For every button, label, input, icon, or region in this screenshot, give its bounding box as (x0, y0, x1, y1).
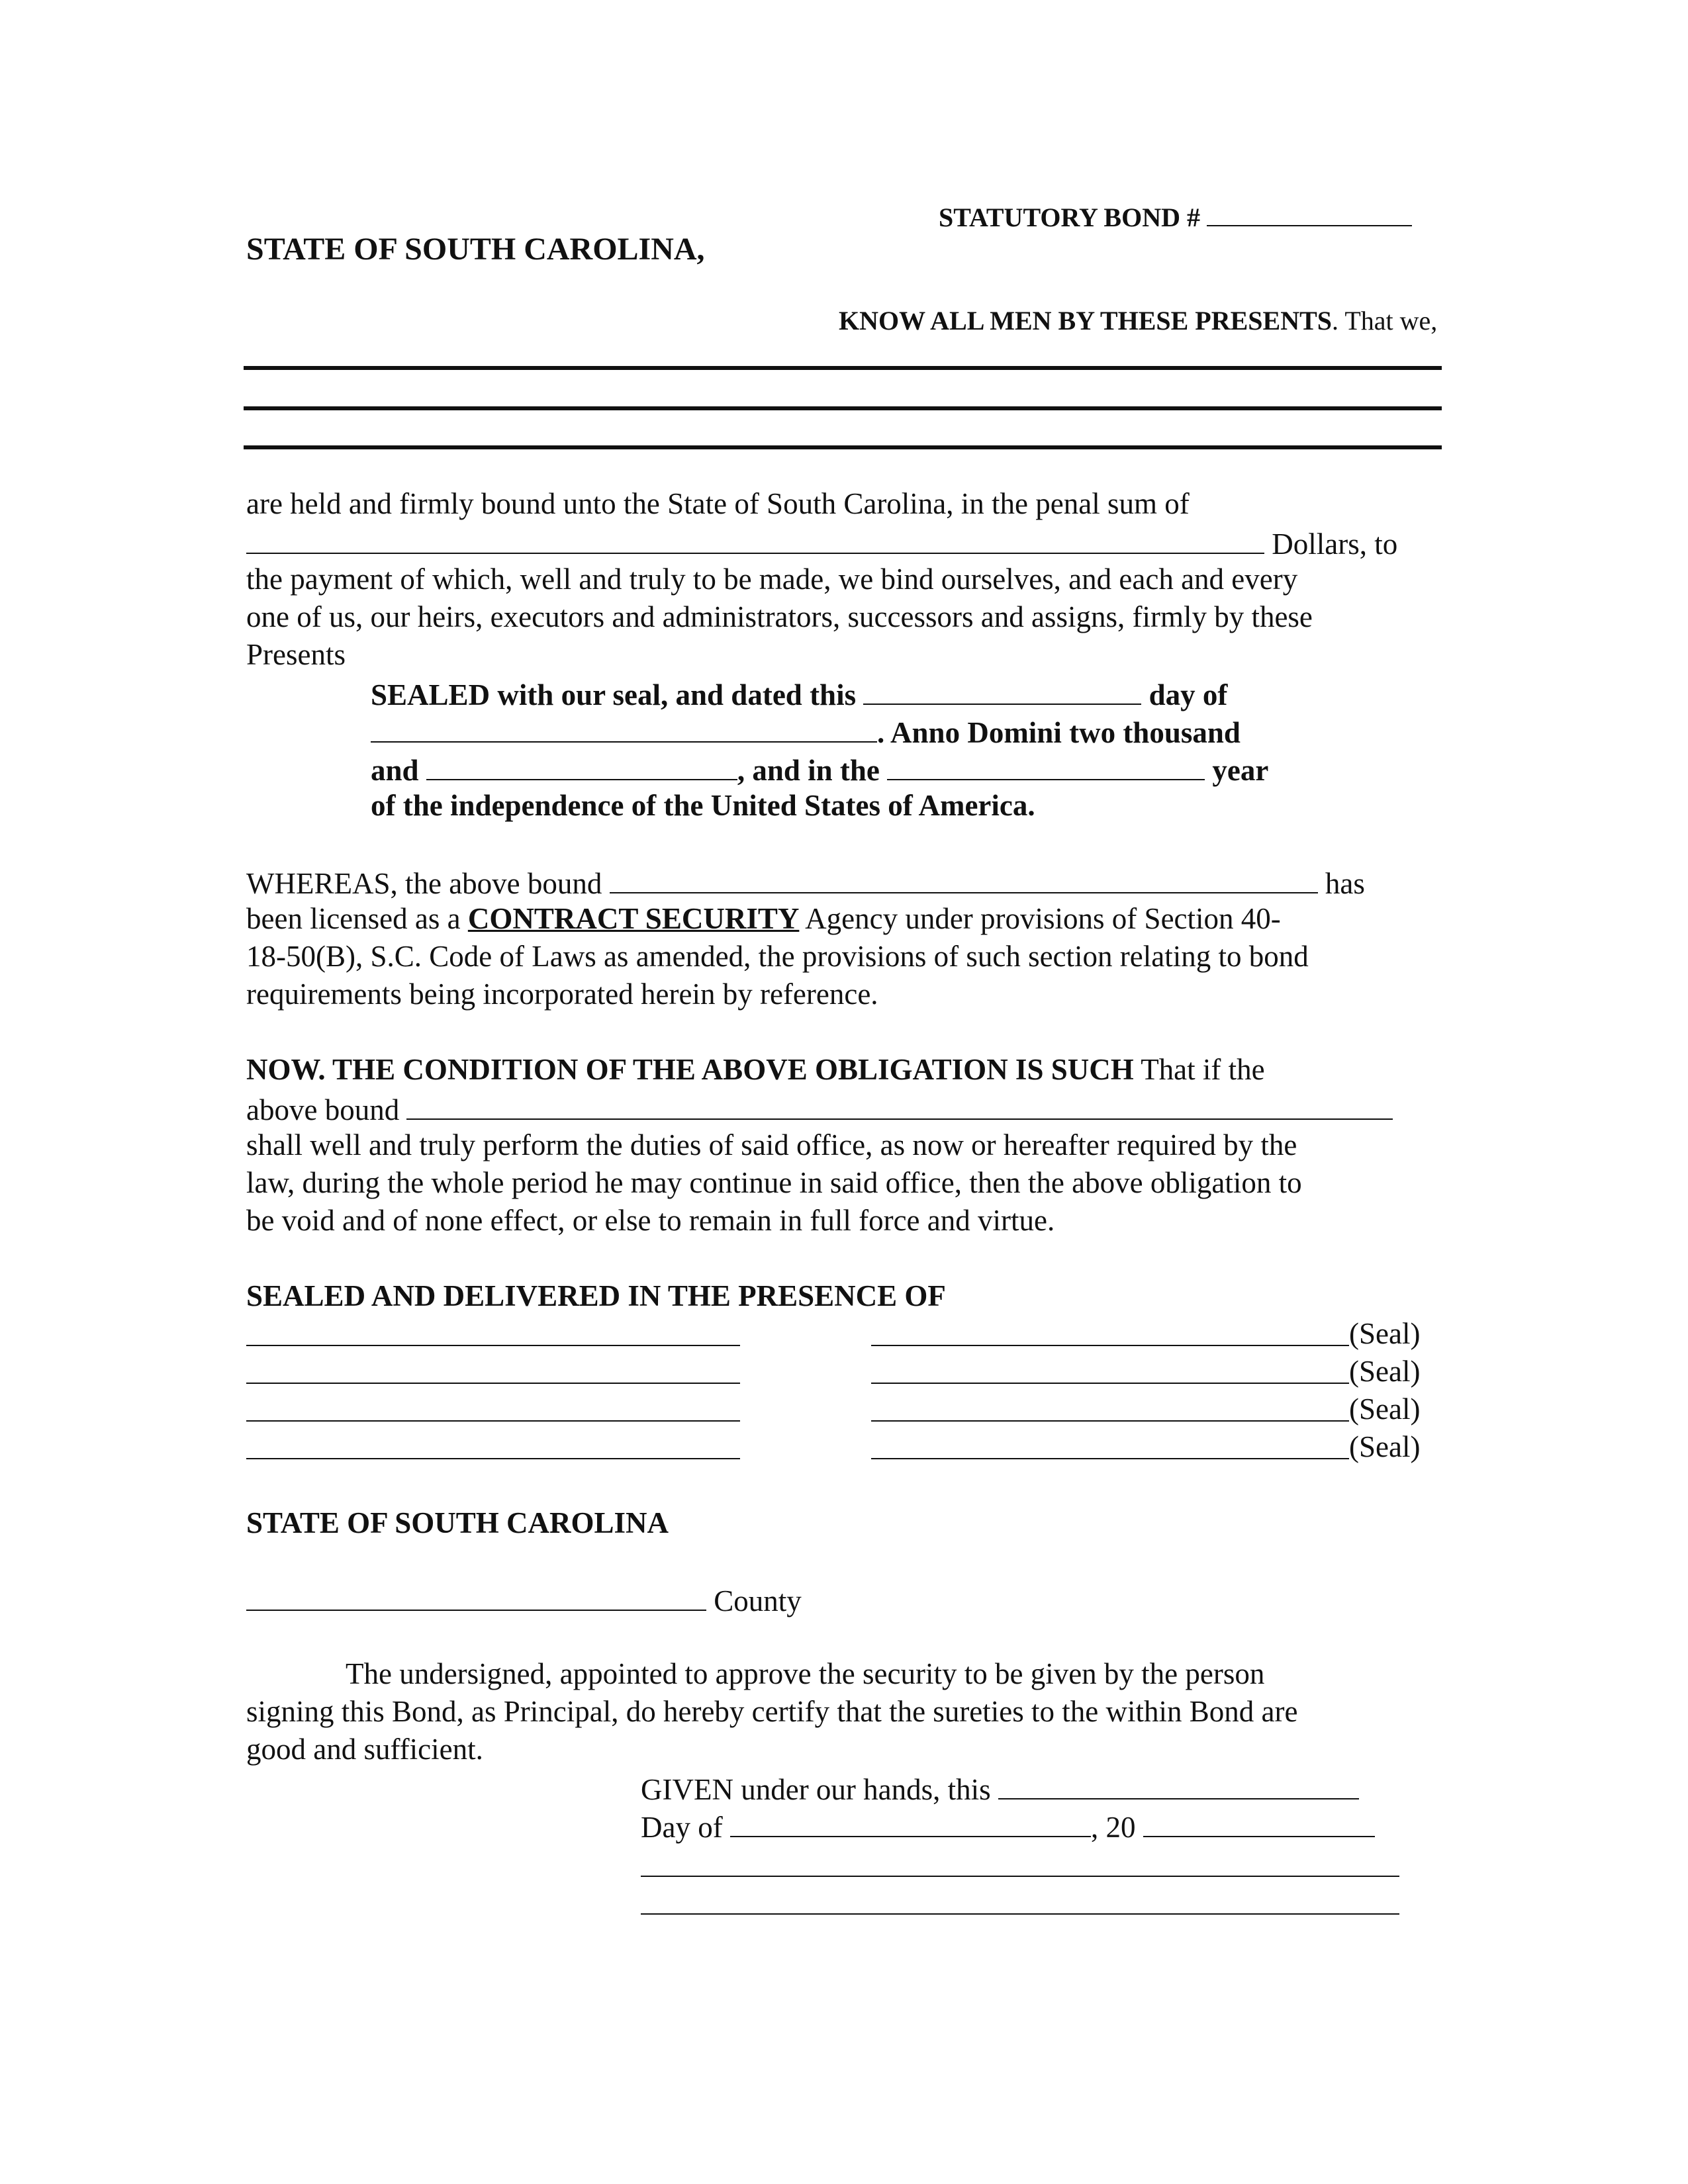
know-all-men-line (839, 304, 1437, 338)
state-title: STATE OF SOUTH CAROLINA, (246, 232, 705, 267)
county-line (246, 1580, 802, 1620)
penal-line-2 (246, 523, 1397, 563)
sealed-line-4: of the independence of the United States of America. (371, 789, 1035, 822)
condition-line-1 (246, 1051, 1265, 1089)
seal-label-1: (Seal) (1349, 1317, 1421, 1350)
approver-signature-line-2[interactable] (641, 1913, 1399, 1915)
county-field[interactable] (246, 1580, 706, 1611)
contract-security-text: CONTRACT SECURITY (467, 902, 800, 935)
has-label: has (1325, 867, 1365, 900)
sealed-dated-text: SEALED with our seal, and dated this (371, 678, 857, 711)
above-bound-text: above bound (246, 1093, 400, 1126)
penal-sum-field[interactable] (246, 523, 1264, 554)
witness-line-3[interactable] (246, 1420, 740, 1422)
month-field[interactable] (371, 711, 877, 743)
surety-signature-line-2[interactable] (871, 1383, 1349, 1384)
witness-line-2[interactable] (246, 1383, 740, 1384)
independence-year-field[interactable] (887, 749, 1205, 780)
condition-line-5: be void and of none effect, or else to remain in full force and virtue. (246, 1204, 1055, 1237)
cert-line-1: The undersigned, appointed to approve the security to be given by the person (346, 1657, 1265, 1690)
sealed-line-2 (371, 711, 1241, 752)
seal-label-4: (Seal) (1349, 1430, 1421, 1463)
penal-line-1: are held and firmly bound unto the State of South Carolina, in the penal sum of (246, 487, 1190, 520)
given-line (641, 1768, 1359, 1809)
whereas-text: WHEREAS, the above bound (246, 867, 602, 900)
year-field[interactable] (426, 749, 737, 780)
agency-provisions-text: Agency under provisions of Section 40- (805, 902, 1281, 935)
condition-line-4: law, during the whole period he may continue in said office, then the above obligation to (246, 1166, 1302, 1199)
whereas-line-4: requirements being incorporated herein by reference. (246, 978, 878, 1011)
principal-line-3[interactable] (244, 445, 1442, 449)
penal-line-4: one of us, our heirs, executors and administrators, successors and assigns, firmly by these (246, 600, 1313, 633)
penal-line-5: Presents (246, 638, 346, 671)
know-all-men-rest: . That we, (1332, 306, 1438, 336)
day-of-line (641, 1806, 1375, 1846)
day-of-label: day of (1149, 678, 1228, 711)
given-text: GIVEN under our hands, this (641, 1773, 991, 1806)
and-in-the-label: , and in the (737, 754, 880, 787)
bound-party-field[interactable] (406, 1089, 1393, 1120)
whereas-line-1 (246, 862, 1365, 903)
agency-name-field[interactable] (610, 862, 1318, 893)
given-year-field[interactable] (1143, 1806, 1375, 1837)
anno-domini-text: . Anno Domini two thousand (877, 716, 1241, 749)
sealed-line-1 (371, 674, 1227, 714)
principal-line-1[interactable] (244, 366, 1442, 370)
given-day-field[interactable] (998, 1768, 1359, 1799)
bond-number-field[interactable] (1207, 199, 1412, 226)
and-label: and (371, 754, 419, 787)
statutory-bond-label: STATUTORY BOND # (939, 199, 1412, 234)
seal-label-3: (Seal) (1349, 1392, 1421, 1426)
sealed-line-3 (371, 749, 1268, 790)
whereas-line-2 (246, 900, 1281, 938)
year-label: year (1212, 754, 1269, 787)
witness-heading: SEALED AND DELIVERED IN THE PRESENCE OF (246, 1279, 946, 1312)
penal-line-3: the payment of which, well and truly to be made, we bind ourselves, and each and every (246, 563, 1298, 596)
seal-label-2: (Seal) (1349, 1355, 1421, 1388)
principal-line-2[interactable] (244, 406, 1442, 410)
surety-signature-line-1[interactable] (871, 1345, 1349, 1346)
given-month-field[interactable] (730, 1806, 1091, 1837)
approver-signature-line-1[interactable] (641, 1876, 1399, 1877)
condition-line-3: shall well and truly perform the duties of said office, as now or hereafter required by the (246, 1128, 1297, 1161)
cert-state-heading: STATE OF SOUTH CAROLINA (246, 1506, 669, 1539)
county-label: County (714, 1584, 802, 1617)
whereas-line-3: 18-50(B), S.C. Code of Laws as amended, the provisions of such section relating to bond (246, 940, 1309, 973)
dollars-label: Dollars, to (1272, 527, 1398, 561)
cert-line-2: signing this Bond, as Principal, do hereby certify that the sureties to the within Bond are (246, 1695, 1298, 1728)
condition-rest: That if the (1141, 1053, 1265, 1086)
condition-heading: NOW. THE CONDITION OF THE ABOVE OBLIGATION IS SUCH (246, 1053, 1134, 1086)
condition-line-2 (246, 1089, 1393, 1129)
surety-signature-line-4[interactable] (871, 1458, 1349, 1459)
day-field[interactable] (863, 674, 1141, 705)
comma-20-text: , 20 (1090, 1811, 1136, 1844)
cert-line-3: good and sufficient. (246, 1733, 483, 1766)
witness-line-1[interactable] (246, 1345, 740, 1346)
day-of-text: Day of (641, 1811, 723, 1844)
witness-line-4[interactable] (246, 1458, 740, 1459)
know-all-men-bold: KNOW ALL MEN BY THESE PRESENTS (839, 306, 1333, 336)
surety-signature-line-3[interactable] (871, 1420, 1349, 1422)
licensed-text: been licensed as a (246, 902, 461, 935)
